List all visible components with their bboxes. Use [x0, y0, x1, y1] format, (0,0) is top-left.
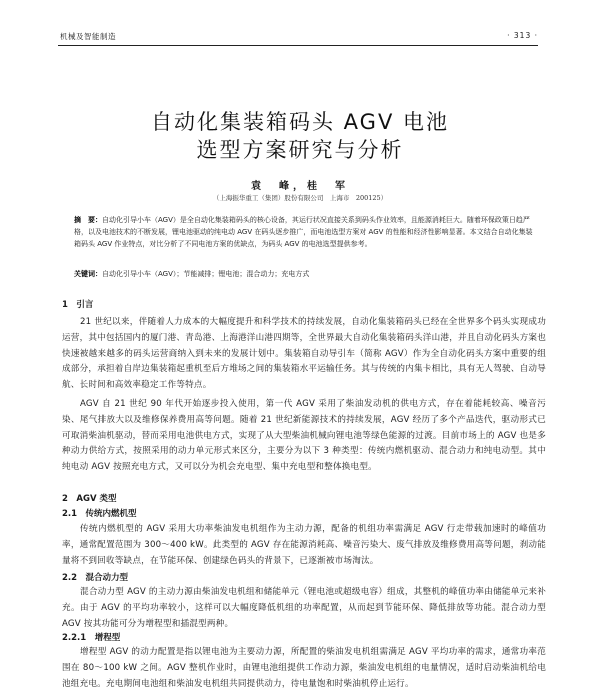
subsection-heading-2-2: 2.2 混合动力型	[62, 573, 129, 583]
abstract	[74, 214, 536, 250]
keywords-label: 关键词：	[74, 270, 102, 278]
subsection-heading-2-1: 2.1 传统内燃机型	[62, 509, 137, 519]
paragraph-2-1: 传统内燃机型的 AGV 采用大功率柴油发电机组作为主动力源，配备的机组功率需满足 AGV 行走带载加速时的峰值功率，通常配置范围为 300～400 kW。此类型的 AGV 存在能源消耗高、噪音污染大、废气排放及维修费用高等问题，刹动能量将不到回收等缺点，在节能环保、创建绿色码头的背景下，已逐渐被市场淘汰。	[62, 524, 546, 566]
keywords-text: 自动化引导小车（AGV）；节能减排；锂电池；混合动力；充电方式	[102, 270, 310, 278]
abstract-text: 自动化引导小车（AGV）是全自动化集装箱码头的核心设备，其运行状况直接关系到码头作业效率，且能源消耗巨大。随着环保政策日趋严格，以及电池技术的不断发展，锂电池驱动的纯电动 AGV 在码头逐步推广，而电池选型方案对 AGV 的性能和经济性影响显著。本文结合自动化集装箱码头 AGV 作业特点，对比分析了不同电池方案的优缺点，为码头 AGV 的电池选型提供参考。	[74, 216, 533, 248]
paragraph-2-2-1: 增程型 AGV 的动力配置是指以锂电池为主要动力源，所配置的柴油发电机组需满足 AGV 平均功率的需求，通常功率范围在 80～100 kW 之间。AGV 整机作业时，由锂电池组提供工作动力源，柴油发电机组的电量情况，适时启动柴油机给电池组充电。充电期间电池组和柴油发电机组共同提供动力，待电量饱和时柴油机停止运行。	[62, 647, 546, 689]
intro-paragraph-1: 21 世纪以来，伴随着人力成本的大幅度提升和科学技术的持续发展，自动化集装箱码头已经在全世界多个码头实现成功运营，其中包括国内的厦门港、青岛港、上海港洋山港四期等，全世界最大自动化集装箱码头洋山港，并且自动化码头方案也快速被越来越多的码头运营商纳入到未来的发展计划中。集装箱自动导引车（简称 AGV）作为全自动化码头方案中重要的组成部分，承担着自岸边集装箱起重机至后方堆场之间的集装箱水平运输任务。其与传统的内集卡相比，具有无人驾驶、自动导航、长时间和高效率稳定工作等特点。	[62, 317, 546, 391]
journal-name: 机械及智能制造	[60, 32, 116, 41]
title-line-1: 自动化集装箱码头 AGV 电池	[151, 110, 449, 134]
keywords	[74, 268, 536, 280]
affiliation: （上海振华重工（集团）股份有限公司 上海市 200125）	[212, 194, 388, 202]
authors: 袁 峰，桂 军	[251, 181, 349, 192]
section-heading-intro: 1 引言	[62, 300, 94, 310]
subsection-heading-2-2-1: 2.2.1 增程型	[62, 633, 121, 643]
paragraph-2-2: 混合动力型 AGV 的主动力源由柴油发电机组和储能单元（锂电池或超级电容）组成，其整机的峰值功率由储能单元来补充。由于 AGV 的平均功率较小，这样可以大幅度降低机组的功率配置，从而起到节能环保、降低排放等功能。混合动力型 AGV 按其功能可分为增程型和插混型两种。	[62, 587, 546, 629]
title-line-2: 选型方案研究与分析	[196, 138, 404, 162]
page-number: · 313 ·	[507, 31, 538, 40]
intro-paragraph-2: AGV 自 21 世纪 90 年代开始逐步投入使用，第一代 AGV 采用了柴油发动机的供电方式，存在着能耗较高、噪音污染、尾气排放大以及维修保养费用高等问题。随着 21 世纪新能源技术的持续发展，AGV 经历了多个产品迭代，驱动形式已可取消柴油机驱动，替而采用电池供电方式，实现了从大型柴油机械向锂电池等绿色能源的过渡。目前市场上的 AGV 也是多种动力供给方式，按照采用的动力单元形式来区分，主要分为以下 3 种类型：传统内燃机驱动、混合动力和纯电动型。其中纯电动 AGV 按照充电方式，又可以分为机会充电型、集中充电型和整体换电型。	[62, 399, 546, 473]
abstract-label: 摘 要：	[74, 216, 102, 224]
header-rule	[58, 45, 538, 46]
running-head	[58, 31, 538, 45]
section-heading-types: 2 AGV 类型	[62, 494, 117, 504]
